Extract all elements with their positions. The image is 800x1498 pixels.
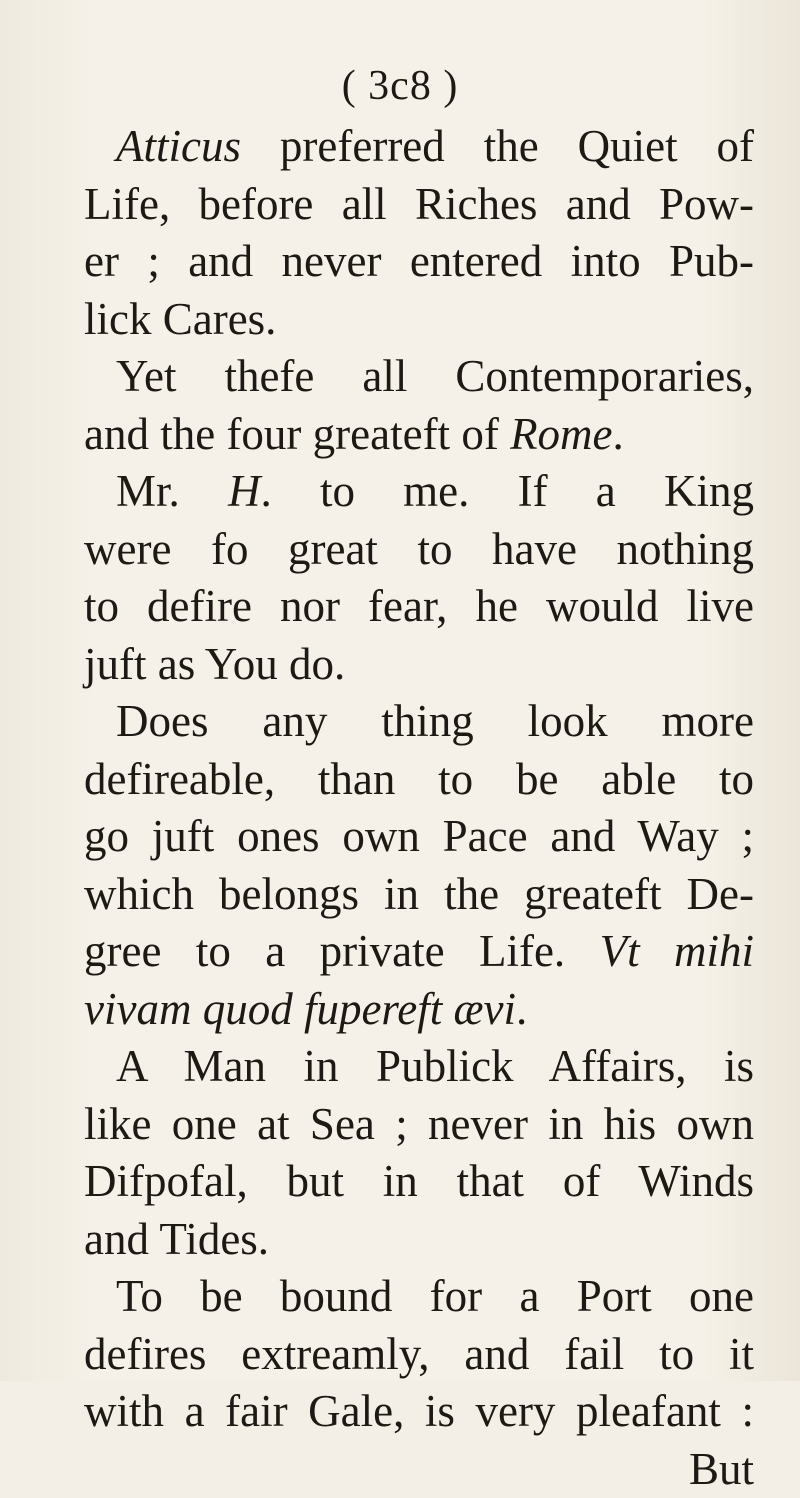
catchword: But [84,1441,754,1498]
text-line: A Man in Publick Affairs, is [84,1038,754,1096]
text-line: Yet thefe all Contemporaries, [84,348,754,406]
text-line: go juft ones own Pace and Way ; [84,808,754,866]
text-line: with a fair Gale, is very pleafant : [84,1383,754,1441]
text-line: and the four greateft of Rome. [84,406,754,464]
text-line: juft as You do. [84,636,754,694]
text-line: Mr. H. to me. If a King [84,463,754,521]
text-line: which belongs in the greateft De- [84,866,754,924]
text-line: lick Cares. [84,291,754,349]
text-line: were fo great to have nothing [84,521,754,579]
text-line: gree to a private Life. Vt mihi [84,923,754,981]
text-line: Atticus preferred the Quiet of [84,118,754,176]
page-number: ( 3c8 ) [0,62,800,110]
text-line: To be bound for a Port one [84,1268,754,1326]
text-line: vivam quod fupereft ævi. [84,981,754,1039]
text-line: Does any thing look more [84,693,754,751]
text-line: Life, before all Riches and Pow- [84,176,754,234]
text-line: Difpofal, but in that of Winds [84,1153,754,1211]
text-line: defireable, than to be able to [84,751,754,809]
text-line: defires extreamly, and fail to it [84,1326,754,1384]
text-line: to defire nor fear, he would live [84,578,754,636]
text-line: and Tides. [84,1211,754,1269]
text-line: er ; and never entered into Pub- [84,233,754,291]
body-text [84,118,754,1498]
text-line: like one at Sea ; never in his own [84,1096,754,1154]
